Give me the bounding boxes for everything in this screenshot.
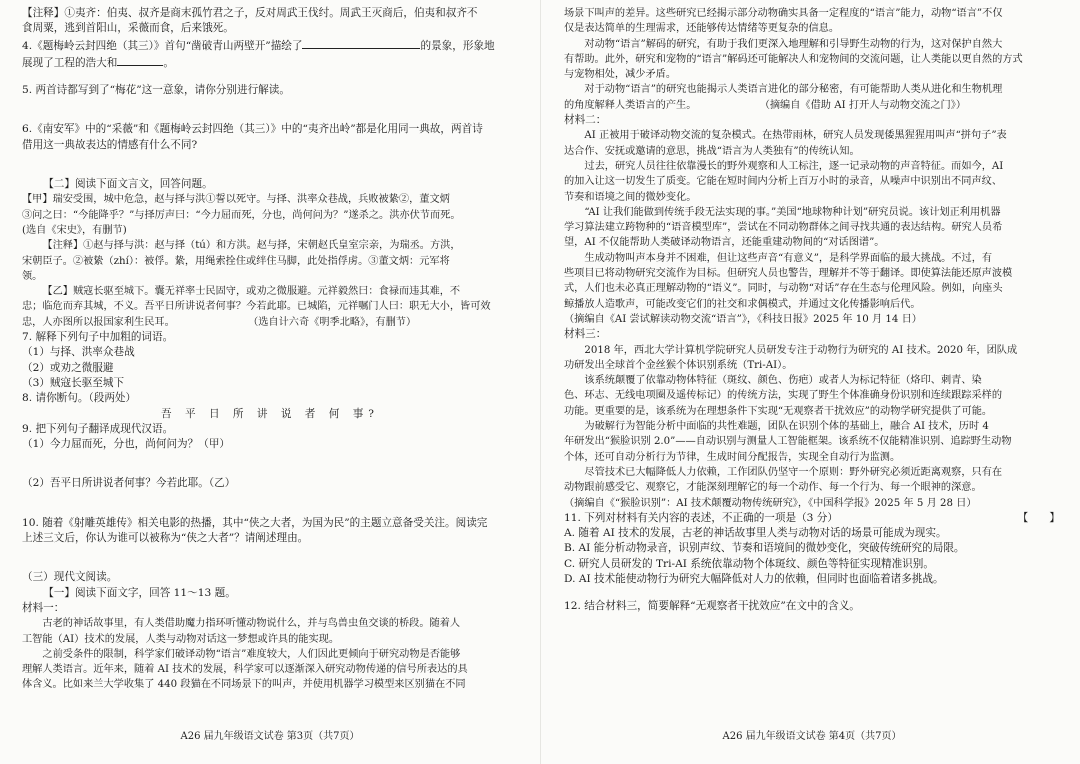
passage-source: （选自计六奇《明季北略》，有删节） <box>248 316 417 328</box>
question-4-cont <box>22 54 518 71</box>
material-text: 过去，研究人员往往依靠漫长的野外观察和人工标注，逐一记录动物的声音特征。而如今，AI <box>584 160 1004 172</box>
question-8: 8. 请你断句。（段两处） <box>22 392 137 405</box>
note-line: 食周粟，逃到首阳山，采薇而食，后来饿死。 <box>22 22 234 35</box>
material-text: 些项目已将动物研究交流作为目标。但研究人员也警告，理解并不等于翻译。即使算法能还原声波模 <box>564 268 1013 280</box>
question-11 <box>564 511 1060 526</box>
page-footer: A26 届九年级语文试卷 第4页（共7页） <box>722 730 902 742</box>
material-source: （摘编自《AI 尝试解读动物交流“语言”》，《科技日报》2025 年 10 月 14 日） <box>564 313 922 325</box>
question-7: 7. 解释下列句子中加粗的词语。 <box>22 331 174 344</box>
question-8-sentence: 吾 平 日 所 讲 说 者 何 事? <box>161 407 379 420</box>
page-footer: A26 届九年级语文试卷 第3页（共7页） <box>180 730 360 742</box>
material-text: 有帮助。此外，研究和宠物的“语言”解码还可能解决人和宠物间的交流问题，让人类能以更自然的方式 <box>564 53 1023 65</box>
page-gutter <box>540 0 541 764</box>
material-label: 材料一： <box>22 601 65 614</box>
passage-jia: ③问之曰：“今能降乎？”与择厉声曰：“今力屈而死，分也，尚何问为？”遂杀之。洪亦伏节而死。 <box>22 209 461 221</box>
option-b: B. AI 能分析动物录音，识别声纹、节奏和语境间的微妙变化，突破传统研究的局限。 <box>564 542 965 555</box>
material-text <box>564 98 1060 113</box>
question-4-text: 展现了工程的浩大和 <box>22 56 118 69</box>
passage-yi-text: 忠，人亦图所以报国家利生民耳。 <box>22 316 175 328</box>
material-text: 功研发出全球首个金丝猴个体识别系统（Tri-AI）。 <box>564 359 793 371</box>
material-text-line: 的角度解释人类语言的产生。 <box>564 99 697 111</box>
question-4-text: 。 <box>163 56 174 69</box>
material-source: （摘编自《“猴脸识别”：AI 技术颠覆动物传统研究》，《中国科学报》2025 年 5 月 28 日） <box>564 497 977 509</box>
material-text: 功能。更重要的是，该系统为在理想条件下实现“无观察者干扰效应”的动物学研究提供了可能。 <box>564 405 993 417</box>
exam-page-4 <box>552 0 1072 764</box>
section-heading: 【二】阅读下面文言文，回答问题。 <box>43 178 213 191</box>
material-text: 式，人们也未必真正理解动物的“语义”。同时，与动物“对话”存在生态与伦理风险。例如，向座头 <box>564 283 1003 295</box>
material-text: 场景下叫声的差异。这些研究已经揭示部分动物确实具备一定程度的“语言”能力，动物“语言”不仅 <box>564 8 1003 19</box>
option-a: A. 随着 AI 技术的发展，古老的神话故事里人类与动物对话的场景可能成为现实。 <box>564 527 947 540</box>
material-text: 对动物“语言”解码的研究，有助于我们更深入地理解和引导野生动物的行为，这对保护自然大 <box>584 38 1003 50</box>
material-text: 个体，还可自动分析行为节律，生成时间分配报告，实现全自动行为监测。 <box>564 451 901 463</box>
question-11-text: 11. 下列对材料有关内容的表述，不正确的一项是（3 分） <box>564 511 838 524</box>
material-text: AI 正被用于破译动物交流的复杂模式。在热带雨林，研究人员发现倭黑猩猩用叫声“拼句子”表 <box>584 130 1007 142</box>
material-text: 望，AI 不仅能帮助人类破译动物语言，还能重建动物间的“对话图谱”。 <box>564 237 885 249</box>
question-6: 6.《南安军》中的“采薇”和《题梅岭云封四绝（其三）》中的“夷齐出岭”都是化用同一典故，两首诗 <box>22 123 483 136</box>
question-7-item: （3）贼寇长驱至城下 <box>22 376 125 389</box>
material-text: 2018 年，西北大学计算机学院研究人员研发专注于动物行为研究的 AI 技术。2020 年，团队成 <box>584 344 1018 356</box>
question-4-text: 的景象，形象地 <box>420 39 495 52</box>
passage-note: 宋朝臣子。②被絷（zhí）：被俘。絷，用绳索拴住或绊住马脚，此处指俘虏。③董文炳：元军将 <box>22 255 450 267</box>
question-4 <box>22 37 518 54</box>
passage-yi: 忠；临危而弃其城，不义。吾平日所讲说者何事？今若此耶。已城陷，元祥嘱门人曰：职无大小，皆可效 <box>22 301 491 313</box>
material-text: 古老的神话故事里，有人类借助魔力指环听懂动物说什么，并与鸟兽虫鱼交谈的桥段。随着人 <box>42 618 461 630</box>
passage-note: 【注释】①赵与择与洪：赵与择（tú）和方洪。赵与择，宋朝赵氏皇室宗亲，为瑞丞。方洪， <box>42 240 461 252</box>
material-text: 年研发出“猴脸识别 2.0”——自动识别与测量人工智能框架。该系统不仅能精准识别、追踪野生动物 <box>564 436 1012 448</box>
material-text: 对于动物“语言”的研究也能揭示人类语言进化的部分秘密，有可能帮助人类从进化和生物机理 <box>584 84 1003 96</box>
passage-note: 领。 <box>22 270 43 282</box>
question-10-cont: 上述三文后，你认为谁可以被称为“侠之大者”？请阐述理由。 <box>22 532 309 545</box>
material-text: 色、环志、无线电项圈及遥传标记）的传统方法，实现了野生个体准确身份识别和连续跟踪采样的 <box>564 390 1003 402</box>
note-line: 【注释】①夷齐：伯夷、叔齐是商末孤竹君之子，反对周武王伐纣。周武王灭商后，伯夷和叔齐不 <box>22 7 478 19</box>
option-d: D. AI 技术能使动物行为研究大幅降低对人力的依赖，但同时也面临着诸多挑战。 <box>564 572 944 585</box>
material-text: 理解人类语言。近年来，随着 AI 技术的发展，科学家可以逐渐深入研究动物传递的信号所表达的具 <box>22 664 468 676</box>
material-text: 工智能（AI）技术的发展，人类与动物对话这一梦想或许具的能实现。 <box>22 633 340 645</box>
passage-yi <box>22 315 518 330</box>
material-text: 与宠物相处，减少矛盾。 <box>564 69 677 81</box>
question-6-cont: 借用这一典故表达的情感有什么不同? <box>22 138 198 151</box>
material-text: 仅是表达简单的生理需求，还能够传达情绪等更复杂的信息。 <box>564 23 840 35</box>
answer-blank[interactable] <box>117 54 163 66</box>
material-label: 材料二： <box>564 114 607 127</box>
material-text: 该系统颠覆了依靠动物体特征（斑纹、颜色、伤疤）或者人为标记特征（烙印、刺青、染 <box>584 375 982 387</box>
material-text: “AI 让我们能做到传统手段无法实现的事。”美国“地球物种计划”研究员说。该计划正利用机器 <box>584 206 1001 218</box>
material-source: （摘编自《借助 AI 打开人与动物交流之门》） <box>759 99 967 111</box>
section-instruction: 【一】阅读下面文字，回答 11～13 题。 <box>43 586 236 599</box>
material-text: 动物跟前感受它、观察它，才能深刻理解它的每一个动作、每一个行为、每一个眼神的深意。 <box>564 482 982 494</box>
passage-source: (选自《宋史》，有删节) <box>22 224 127 236</box>
passage-jia: 【甲】瑞安受围，城中危急，赵与择与洪①誓以死守。与择、洪率众巷战，兵败被絷②，董文炳 <box>22 194 450 206</box>
question-7-item: （2）或劝之微服避 <box>22 361 114 374</box>
question-12: 12. 结合材料三，简要解释“无观察者干扰效应”在文中的含义。 <box>564 600 860 613</box>
material-text: 为破解行为智能分析中面临的共性难题，团队在识别个体的基础上，融合 AI 技术，历时 4 <box>584 421 989 433</box>
question-7-item: （1）与择、洪率众巷战 <box>22 346 135 359</box>
section-heading: （三）现代文阅读。 <box>22 571 118 584</box>
answer-blank[interactable] <box>302 37 420 49</box>
question-9: 9. 把下列句子翻译成现代汉语。 <box>22 422 174 435</box>
material-text: 学习算法建立跨物种的“语音模型库”，尝试在不同动物群体之间寻找共通的表达结构。研究人员希 <box>564 222 1003 234</box>
material-text: 尽管技术已大幅降低人力依赖，工作团队仍坚守一个原则：野外研究必须近距离观察，只有在 <box>584 466 1003 478</box>
material-text: 的加入让这一切发生了质变。它能在短时间内分析上百万小时的录音，从噪声中识别出不同声纹、 <box>564 176 1003 188</box>
question-9-item: （1）今力屈而死，分也，尚何问为？（甲） <box>22 438 231 451</box>
passage-yi: 【乙】贼寇长驱至城下。囊无祥率士民固守，或劝之微服避。元祥毅然曰：食禄而违其难，不 <box>42 286 461 298</box>
option-c: C. 研究人员研发的 Tri-AI 系统依靠动物个体斑纹、颜色等特征实现精准识别。 <box>564 557 934 570</box>
material-label: 材料三： <box>564 328 607 341</box>
material-text: 节奏和语境之间的微妙变化。 <box>564 191 697 203</box>
question-10: 10. 随着《射雕英雄传》相关电影的热播，其中“侠之大者，为国为民”的主题立意备受关注。阅读完 <box>22 516 488 529</box>
question-9-item: （2）吾平日所讲说者何事？今若此耶。（乙） <box>22 477 236 490</box>
material-text: 鲸播放人造歌声，可能改变它们的社交和求偶模式，并通过文化传播影响后代。 <box>564 298 921 310</box>
question-5: 5. 两首诗都写到了“梅花”这一意象，请你分别进行解读。 <box>22 84 290 97</box>
material-text: 达合作、安抚或邀请的意思，挑战“语言为人类独有”的传统认知。 <box>564 145 860 157</box>
material-text: 之前受条件的限制，科学家们破译动物“语言”难度较大，人们因此更倾向于研究动物是否能够 <box>42 648 461 660</box>
question-4-text: 4.《题梅岭云封四绝（其三）》首句“凿破青山两壁开”描绘了 <box>22 39 303 52</box>
answer-bracket[interactable]: 【 】 <box>1017 511 1060 524</box>
exam-page-3 <box>10 0 530 764</box>
material-text: 体含义。比如来兰大学收集了 440 段猫在不同场景下的叫声，并使用机器学习模型来区别猫在不同 <box>22 679 466 691</box>
material-text: 生成动物叫声本身并不困难，但让这些声音“有意义”，是科学界面临的最大挑战。不过，有 <box>584 252 993 264</box>
